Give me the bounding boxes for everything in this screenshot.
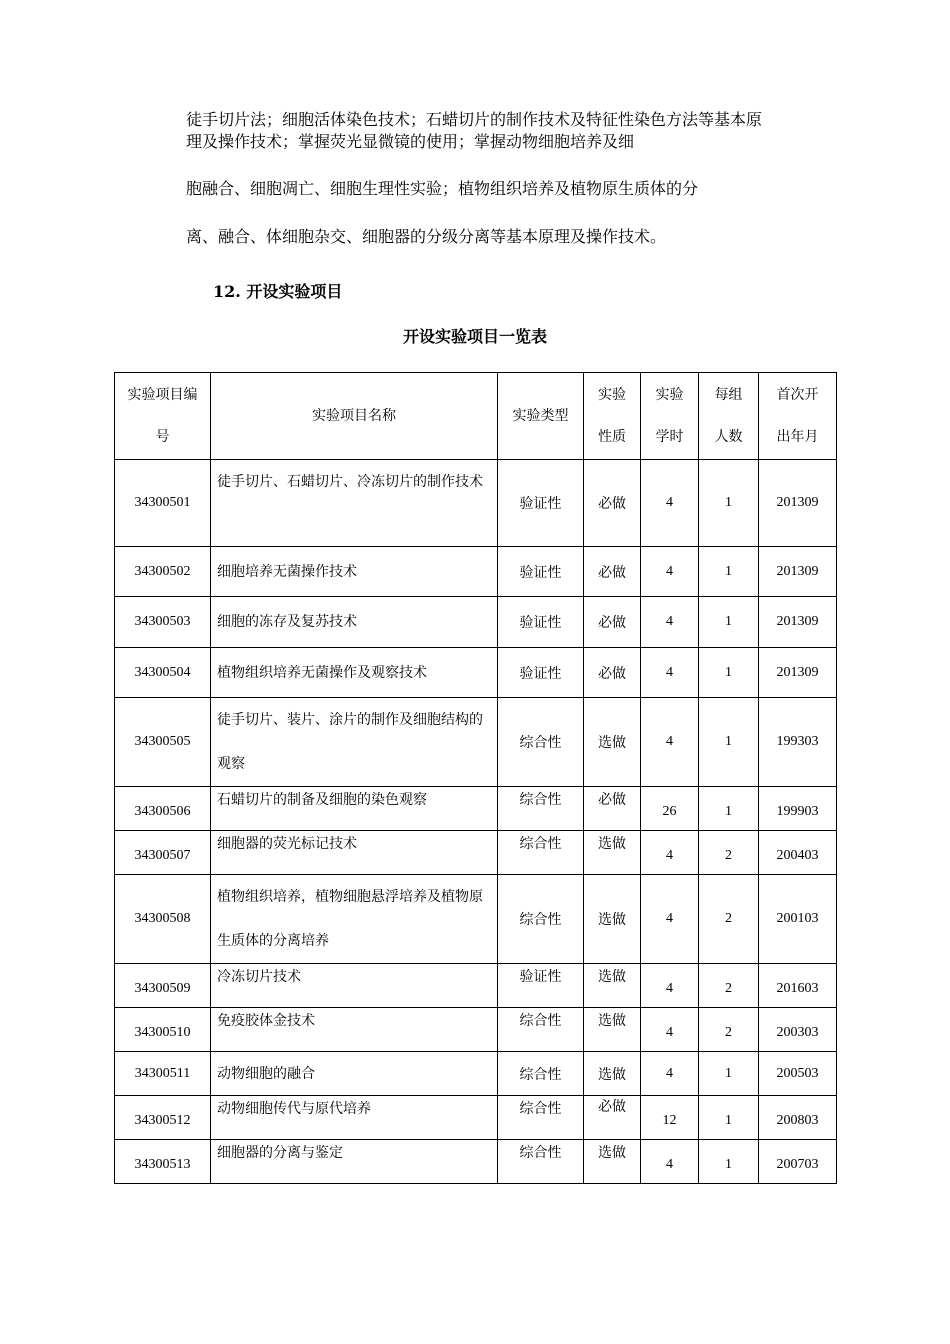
cell-group: 2 [699,1008,759,1052]
table-row [115,698,837,787]
table-row [115,787,837,831]
cell-code: 34300511 [115,1052,211,1096]
table-row [115,1096,837,1140]
cell-hours: 4 [641,648,699,698]
cell-code: 34300506 [115,787,211,831]
cell-group: 1 [699,787,759,831]
cell-group: 1 [699,1140,759,1184]
experiment-table [114,372,837,1184]
cell-type: 综合性 [498,1052,584,1096]
cell-type: 验证性 [498,460,584,547]
section-number: 12. [213,282,241,301]
cell-nature: 选做 [584,1052,641,1096]
cell-name: 徒手切片、石蜡切片、冷冻切片的制作技术 [211,460,498,547]
cell-group: 1 [699,547,759,597]
table-row [115,648,837,698]
intro-line-2: 理及操作技术；掌握荧光显微镜的使用；掌握动物细胞培养及细 [186,132,635,151]
cell-group: 1 [699,698,759,787]
intro-line-4: 离、融合、体细胞杂交、细胞器的分级分离等基本原理及操作技术。 [186,227,667,246]
cell-first: 201603 [759,964,837,1008]
cell-group: 1 [699,597,759,648]
cell-first: 200803 [759,1096,837,1140]
cell-group: 2 [699,875,759,964]
cell-hours: 4 [641,831,699,875]
table-row [115,875,837,964]
cell-hours: 4 [641,875,699,964]
cell-name: 石蜡切片的制备及细胞的染色观察 [211,787,498,831]
cell-name: 细胞器的分离与鉴定 [211,1140,498,1184]
cell-hours: 12 [641,1096,699,1140]
cell-code: 34300503 [115,597,211,648]
cell-hours: 4 [641,597,699,648]
header-group: 每组 人数 [699,373,759,460]
cell-group: 2 [699,964,759,1008]
cell-hours: 26 [641,787,699,831]
cell-type: 验证性 [498,597,584,648]
cell-first: 200103 [759,875,837,964]
cell-code: 34300505 [115,698,211,787]
cell-code: 34300512 [115,1096,211,1140]
cell-group: 2 [699,831,759,875]
cell-name: 细胞器的荧光标记技术 [211,831,498,875]
header-nature: 实验 性质 [584,373,641,460]
cell-nature: 必做 [584,460,641,547]
cell-nature: 选做 [584,1140,641,1184]
section-title: 开设实验项目 [246,282,343,301]
cell-group: 1 [699,1096,759,1140]
header-name: 实验项目名称 [211,373,498,460]
cell-hours: 4 [641,1008,699,1052]
cell-name: 细胞培养无菌操作技术 [211,547,498,597]
table-row [115,1052,837,1096]
cell-type: 验证性 [498,964,584,1008]
cell-hours: 4 [641,1140,699,1184]
cell-name: 植物组织培养无菌操作及观察技术 [211,648,498,698]
cell-code: 34300513 [115,1140,211,1184]
table-row [115,964,837,1008]
cell-first: 201309 [759,547,837,597]
cell-nature: 选做 [584,698,641,787]
table-header-row [115,373,837,460]
cell-hours: 4 [641,698,699,787]
intro-line-3: 胞融合、细胞凋亡、细胞生理性实验；植物组织培养及植物原生质体的分 [186,179,699,198]
cell-nature: 选做 [584,964,641,1008]
cell-first: 201309 [759,460,837,547]
table-row [115,460,837,547]
cell-group: 1 [699,1052,759,1096]
cell-first: 200703 [759,1140,837,1184]
cell-name: 细胞的冻存及复苏技术 [211,597,498,648]
cell-nature: 必做 [584,547,641,597]
cell-type: 综合性 [498,698,584,787]
cell-type: 综合性 [498,875,584,964]
header-type: 实验类型 [498,373,584,460]
cell-group: 1 [699,648,759,698]
cell-type: 验证性 [498,648,584,698]
cell-name: 动物细胞的融合 [211,1052,498,1096]
table-title: 开设实验项目一览表 [402,327,547,346]
table-row [115,597,837,648]
cell-first: 199303 [759,698,837,787]
cell-first: 199903 [759,787,837,831]
cell-name: 免疫胶体金技术 [211,1008,498,1052]
cell-code: 34300507 [115,831,211,875]
intro-line-1: 徒手切片法；细胞活体染色技术；石蜡切片的制作技术及特征性染色方法等基本原 [186,110,763,129]
cell-type: 综合性 [498,1008,584,1052]
cell-type: 综合性 [498,1140,584,1184]
cell-first: 201309 [759,597,837,648]
cell-hours: 4 [641,547,699,597]
cell-type: 验证性 [498,547,584,597]
cell-hours: 4 [641,1052,699,1096]
cell-nature: 必做 [584,597,641,648]
table-row [115,831,837,875]
header-first: 首次开 出年月 [759,373,837,460]
cell-group: 1 [699,460,759,547]
header-hours: 实验 学时 [641,373,699,460]
cell-type: 综合性 [498,1096,584,1140]
cell-first: 200303 [759,1008,837,1052]
cell-nature: 选做 [584,1008,641,1052]
cell-hours: 4 [641,460,699,547]
header-code: 实验项目编 号 [115,373,211,460]
cell-name: 冷冻切片技术 [211,964,498,1008]
cell-name: 动物细胞传代与原代培养 [211,1096,498,1140]
cell-nature: 选做 [584,831,641,875]
cell-nature: 必做 [584,1096,641,1140]
cell-code: 34300510 [115,1008,211,1052]
cell-nature: 必做 [584,648,641,698]
cell-type: 综合性 [498,831,584,875]
cell-nature: 必做 [584,787,641,831]
cell-name: 植物组织培养，植物细胞悬浮培养及植物原生质体的分离培养 [211,875,498,964]
cell-hours: 4 [641,964,699,1008]
cell-type: 综合性 [498,787,584,831]
cell-code: 34300502 [115,547,211,597]
cell-name: 徒手切片、装片、涂片的制作及细胞结构的观察 [211,698,498,787]
cell-code: 34300509 [115,964,211,1008]
cell-code: 34300504 [115,648,211,698]
cell-first: 200403 [759,831,837,875]
cell-code: 34300501 [115,460,211,547]
cell-code: 34300508 [115,875,211,964]
cell-first: 201309 [759,648,837,698]
cell-first: 200503 [759,1052,837,1096]
table-row [115,1140,837,1184]
table-row [115,1008,837,1052]
cell-nature: 选做 [584,875,641,964]
table-row [115,547,837,597]
section-heading [213,279,342,302]
